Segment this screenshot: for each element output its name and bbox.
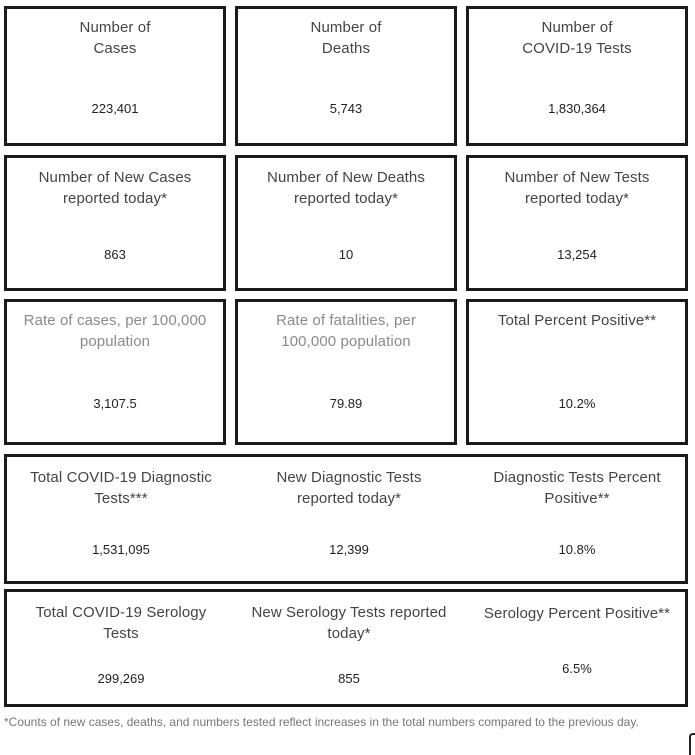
tests-value: 1,830,364 [548, 101, 606, 116]
scrollbar[interactable] [689, 733, 695, 755]
tests-label: Number of COVID-19 Tests [522, 19, 632, 57]
case-rate-tile [4, 299, 226, 445]
new-tests-label: Number of New Tests reported today* [504, 169, 650, 207]
new-deaths-value: 10 [338, 247, 354, 262]
diagnostic-percent-value: 10.8% [558, 542, 596, 557]
total-diagnostic-value: 1,531,095 [92, 542, 150, 557]
new-deaths-label: Number of New Deaths reported today* [267, 169, 425, 207]
cases-label: Number of Cases [79, 19, 151, 57]
fatality-rate-label: Rate of fatalities, per 100,000 population [276, 312, 416, 350]
total-serology-cell [7, 592, 235, 704]
total-diagnostic-label: Total COVID-19 Diagnostic Tests*** [30, 469, 212, 507]
diagnostic-panel [4, 454, 688, 584]
serology-percent-cell [463, 592, 691, 704]
new-serology-value: 855 [338, 671, 360, 686]
new-cases-value: 863 [104, 247, 126, 262]
total-serology-label: Total COVID-19 Serology Tests [35, 604, 207, 642]
percent-positive-value: 10.2% [558, 396, 596, 411]
new-diagnostic-label: New Diagnostic Tests reported today* [276, 469, 422, 507]
cases-value: 223,401 [91, 101, 139, 116]
new-diagnostic-cell [235, 457, 463, 581]
diagnostic-percent-label: Diagnostic Tests Percent Positive** [493, 469, 661, 507]
serology-percent-label: Serology Percent Positive** [483, 605, 671, 622]
deaths-value: 5,743 [329, 101, 363, 116]
fatality-rate-tile [235, 299, 457, 445]
new-serology-cell [235, 592, 463, 704]
new-cases-tile [4, 155, 226, 291]
case-rate-label: Rate of cases, per 100,000 population [23, 312, 207, 350]
deaths-label: Number of Deaths [310, 19, 382, 57]
diagnostic-percent-cell [463, 457, 691, 581]
new-tests-value: 13,254 [557, 247, 597, 262]
new-diagnostic-value: 12,399 [329, 542, 369, 557]
cases-tile [4, 6, 226, 146]
new-cases-label: Number of New Cases reported today* [38, 169, 192, 207]
total-serology-value: 299,269 [97, 671, 145, 686]
new-tests-tile [466, 155, 688, 291]
percent-positive-tile [466, 299, 688, 445]
total-diagnostic-cell [7, 457, 235, 581]
fatality-rate-value: 79.89 [329, 396, 363, 411]
serology-percent-value: 6.5% [562, 661, 592, 676]
footnote: *Counts of new cases, deaths, and numbers tested reflect increases in the total numbers compared to the previous day. [4, 715, 639, 729]
case-rate-value: 3,107.5 [93, 396, 137, 411]
deaths-tile [235, 6, 457, 146]
serology-panel [4, 589, 688, 707]
percent-positive-label: Total Percent Positive** [497, 312, 657, 329]
tests-tile [466, 6, 688, 146]
new-serology-label: New Serology Tests reported today* [251, 604, 447, 642]
new-deaths-tile [235, 155, 457, 291]
